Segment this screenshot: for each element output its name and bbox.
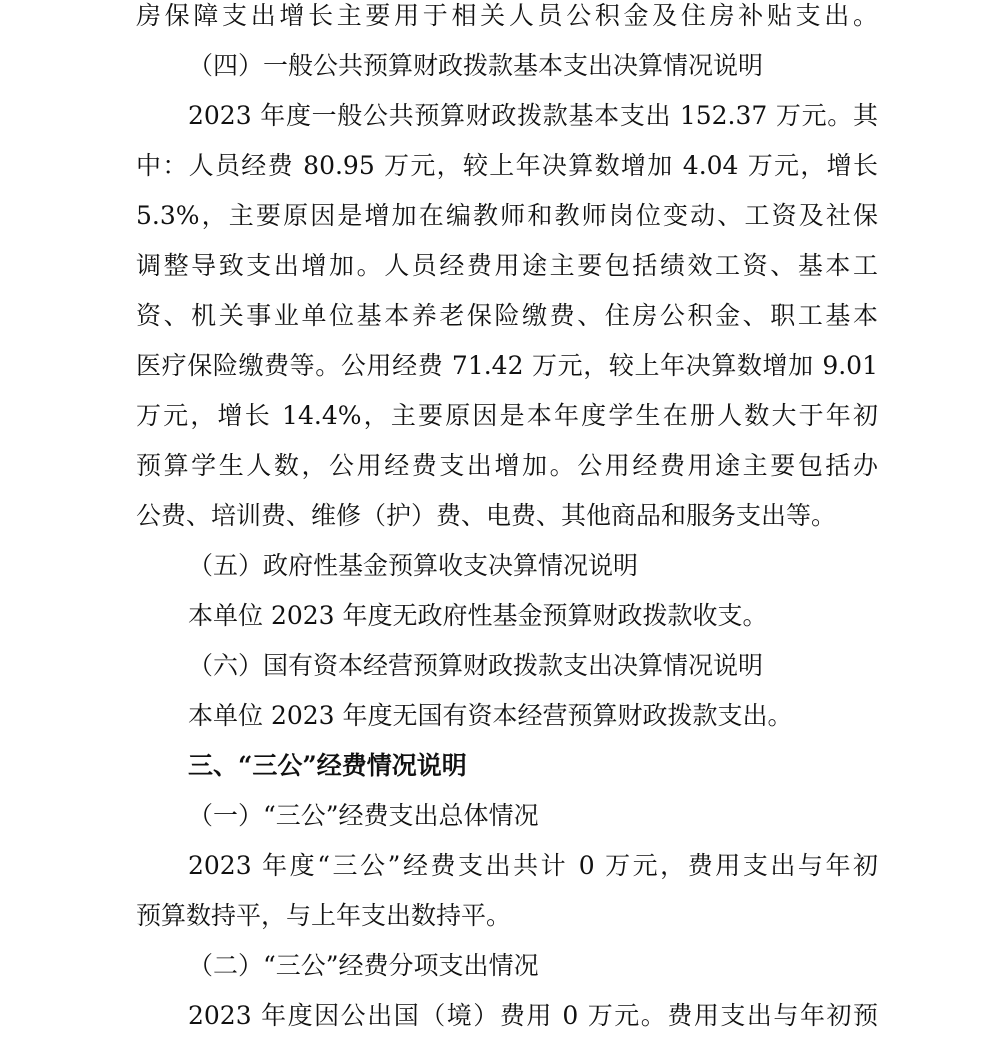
paragraph-line: 预算数持平，与上年支出数持平。 — [136, 901, 512, 930]
paragraph-line: 本单位 2023 年度无政府性基金预算财政拨款收支。 — [188, 601, 768, 630]
paragraph-line: 资、机关事业单位基本养老保险缴费、住房公积金、职工基本 — [136, 301, 878, 330]
section-subheading: （四）一般公共预算财政拨款基本支出决算情况说明 — [188, 51, 764, 80]
paragraph-line: 预算学生人数，公用经费支出增加。公用经费用途主要包括办 — [136, 451, 878, 480]
paragraph-line: 房保障支出增长主要用于相关人员公积金及住房补贴支出。 — [136, 1, 878, 30]
paragraph-line: 中：人员经费 80.95 万元，较上年决算数增加 4.04 万元，增长 — [136, 151, 878, 180]
paragraph-line: 2023 年度因公出国（境）费用 0 万元。费用支出与年初预 — [188, 1001, 878, 1030]
section-subheading: （六）国有资本经营预算财政拨款支出决算情况说明 — [188, 651, 764, 680]
section-subheading: （五）政府性基金预算收支决算情况说明 — [188, 551, 639, 580]
section-subheading: （二）“三公”经费分项支出情况 — [188, 951, 539, 980]
paragraph-line: 医疗保险缴费等。公用经费 71.42 万元，较上年决算数增加 9.01 — [136, 351, 878, 380]
paragraph-line: 公费、培训费、维修（护）费、电费、其他商品和服务支出等。 — [136, 501, 837, 530]
paragraph-line: 万元，增长 14.4%，主要原因是本年度学生在册人数大于年初 — [136, 401, 878, 430]
paragraph-line: 本单位 2023 年度无国有资本经营预算财政拨款支出。 — [188, 701, 793, 730]
paragraph-line: 调整导致支出增加。人员经费用途主要包括绩效工资、基本工 — [136, 251, 878, 280]
paragraph-line: 2023 年度“三公”经费支出共计 0 万元，费用支出与年初 — [188, 851, 878, 880]
section-subheading: （一）“三公”经费支出总体情况 — [188, 801, 539, 830]
paragraph-line: 2023 年度一般公共预算财政拨款基本支出 152.37 万元。其 — [188, 101, 878, 130]
section-heading: 三、“三公”经费情况说明 — [188, 751, 467, 780]
paragraph-line: 5.3%，主要原因是增加在编教师和教师岗位变动、工资及社保 — [136, 201, 878, 230]
